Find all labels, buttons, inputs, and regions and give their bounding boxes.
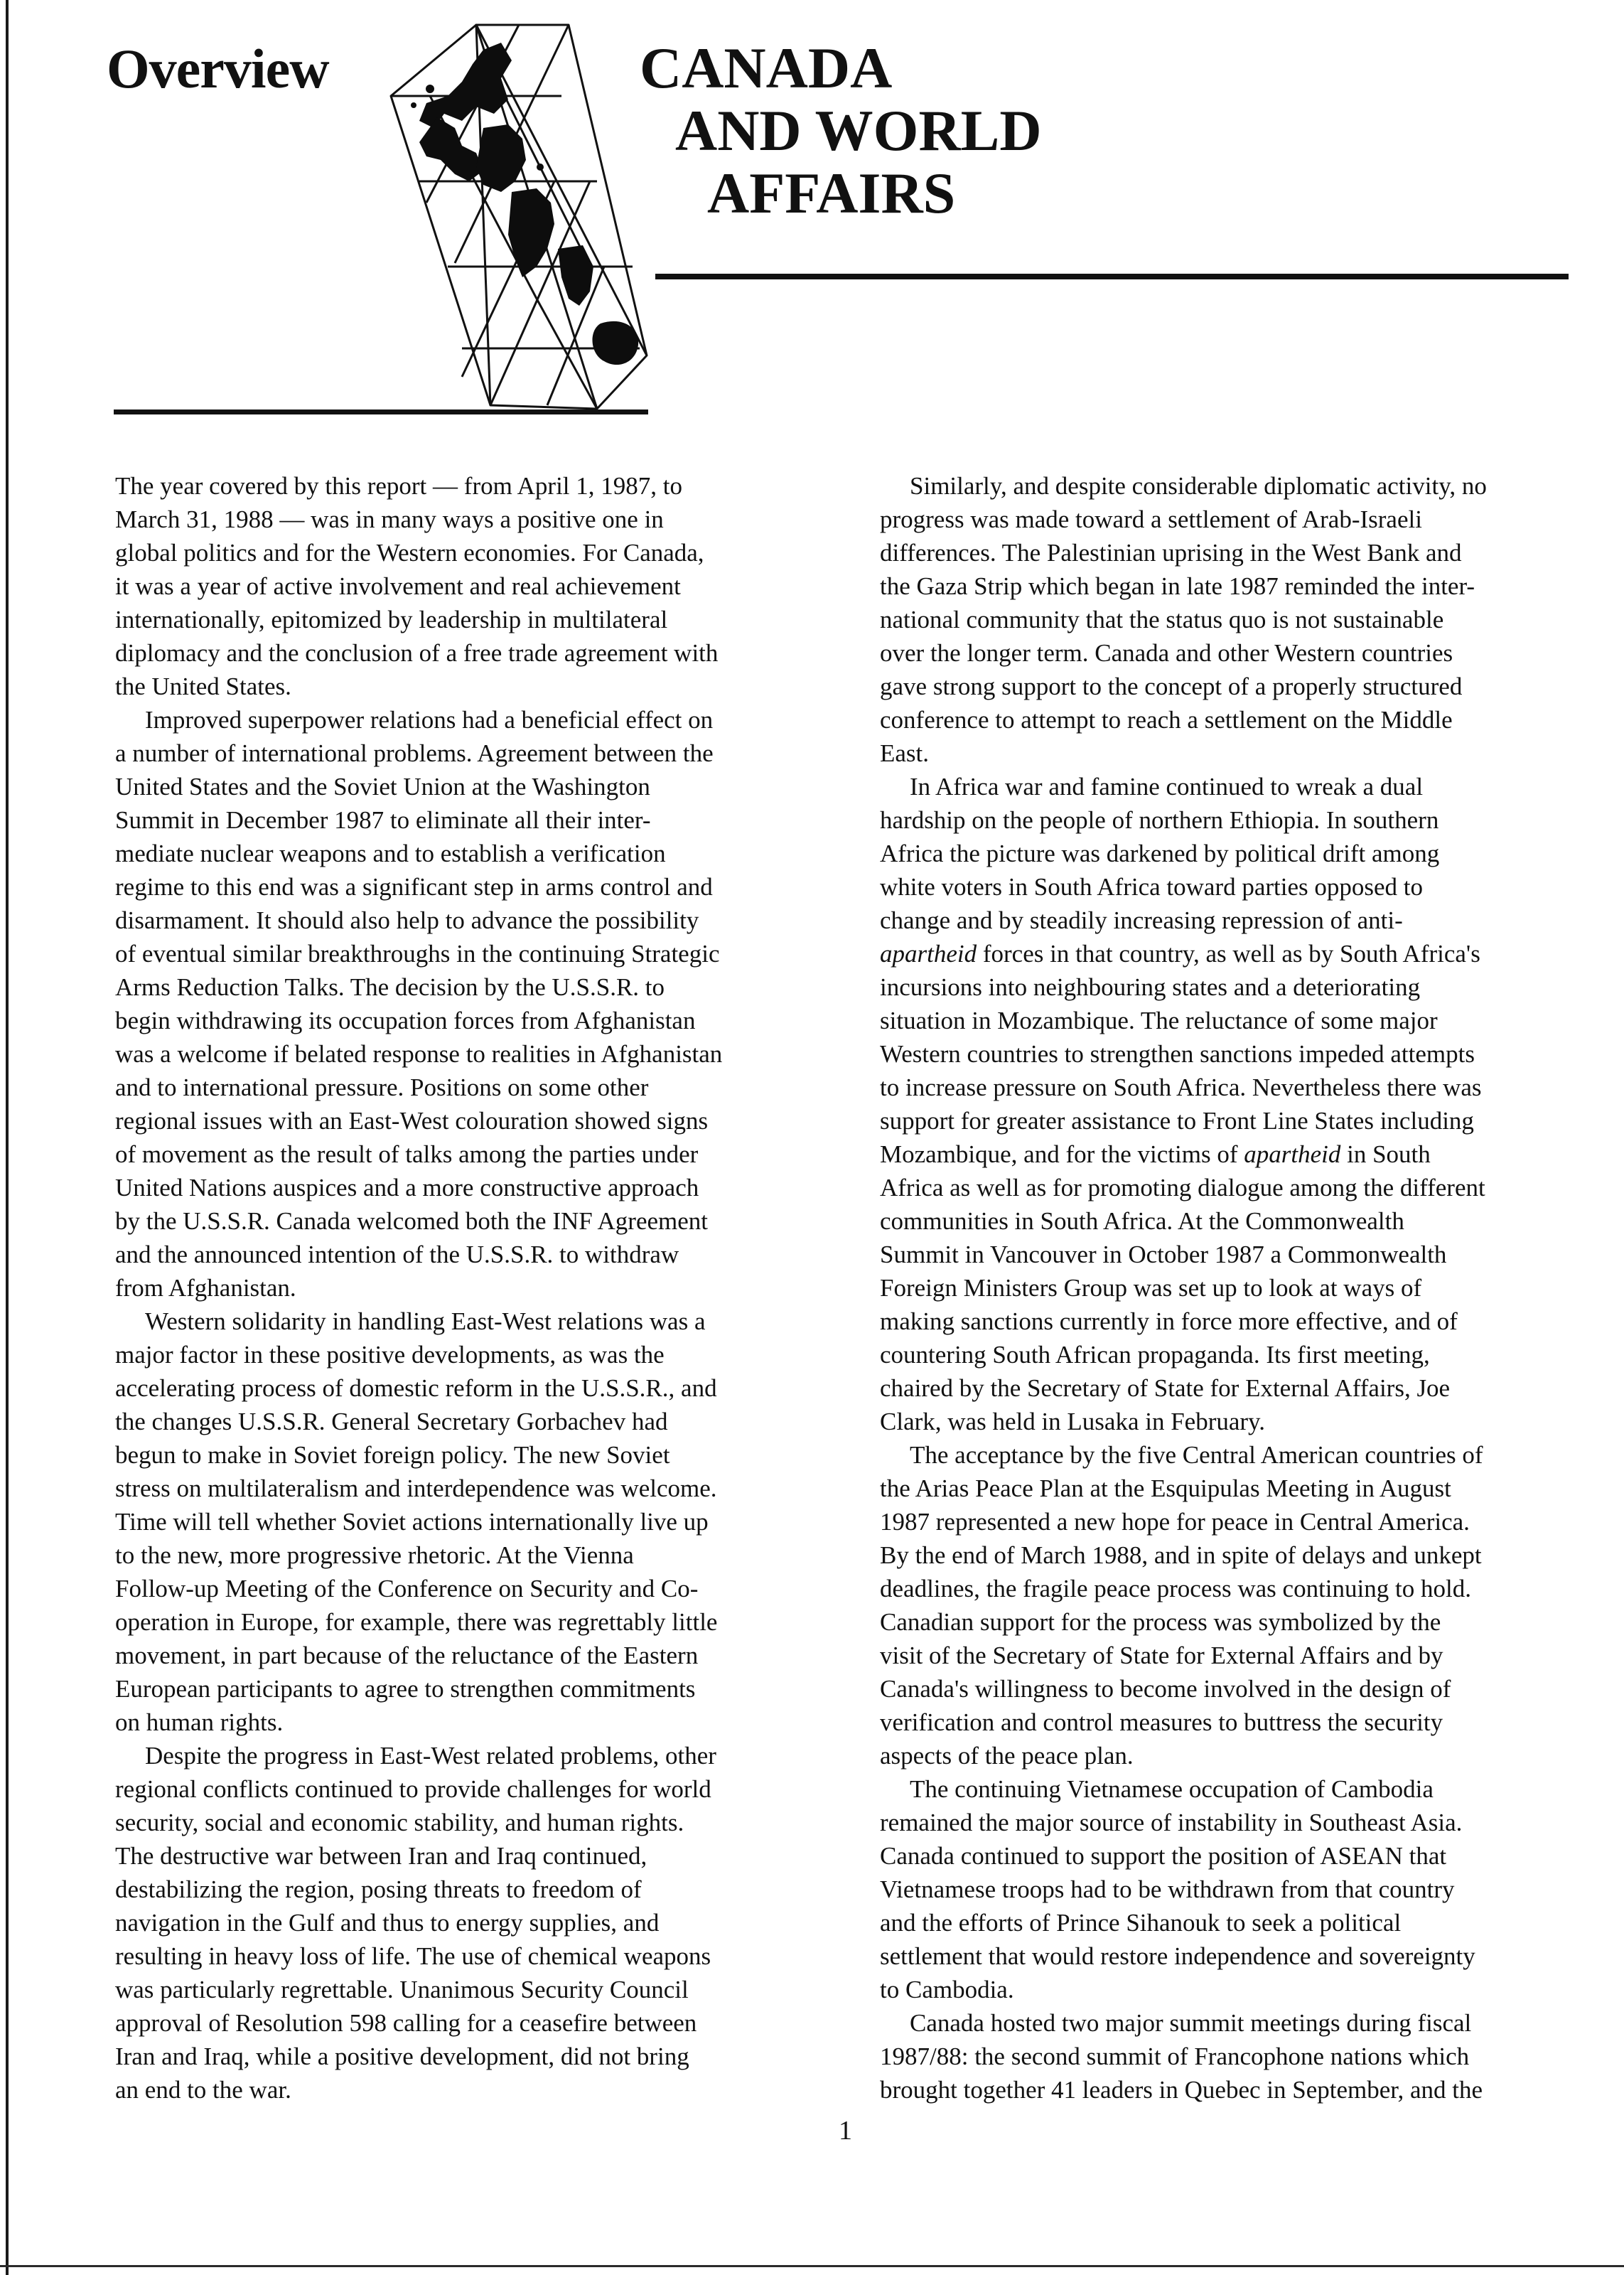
right-column <box>880 469 1591 2107</box>
text-line: countering South African propaganda. Its first meeting, <box>880 1341 1430 1369</box>
text-line: the Gaza Strip which began in late 1987 reminded the inter- <box>880 572 1475 600</box>
text-line: movement, in part because of the reluctance of the Eastern <box>115 1642 699 1669</box>
text-line: The year covered by this report — from April 1, 1987, to <box>115 472 682 500</box>
text-line: Foreign Ministers Group was set up to look at ways of <box>880 1274 1422 1302</box>
text-line: progress was made toward a settlement of Arab-Israeli <box>880 505 1422 533</box>
text-line: the United States. <box>115 673 291 700</box>
text-line: stress on multilateralism and interdependence was welcome. <box>115 1474 717 1502</box>
text-line: United States and the Soviet Union at the Washington <box>115 773 650 801</box>
continent-shapes <box>411 43 638 365</box>
text-line: Time will tell whether Soviet actions internationally live up <box>115 1508 709 1536</box>
text-line: 1987 represented a new hope for peace in Central America. <box>880 1508 1470 1536</box>
text-line: accelerating process of domestic reform in the U.S.S.R., and <box>115 1374 717 1402</box>
text-line: resulting in heavy loss of life. The use of chemical weapons <box>115 1942 711 1970</box>
header-rule-left <box>114 410 648 414</box>
text-line: from Afghanistan. <box>115 1274 296 1302</box>
text-line: Africa the picture was darkened by political drift among <box>880 840 1440 867</box>
text-line: operation in Europe, for example, there was regrettably little <box>115 1608 718 1636</box>
text-line: The continuing Vietnamese occupation of Cambodia <box>910 1775 1434 1803</box>
text-line: regime to this end was a significant step in arms control and <box>115 873 713 901</box>
text-line: to increase pressure on South Africa. Nevertheless there was <box>880 1074 1482 1101</box>
text-line: Canada hosted two major summit meetings during fiscal <box>910 2009 1472 2037</box>
text-line: regional issues with an East-West colouration showed signs <box>115 1107 709 1135</box>
text-line: destabilizing the region, posing threats to freedom of <box>115 1875 642 1903</box>
text-line: the Arias Peace Plan at the Esquipulas Meeting in August <box>880 1474 1451 1502</box>
text-line: hardship on the people of northern Ethiopia. In southern <box>880 806 1439 834</box>
paragraph <box>880 1772 1591 2006</box>
paragraph <box>115 703 826 1305</box>
text-line: of movement as the result of talks among the parties under <box>115 1140 699 1168</box>
emphasis: apartheid <box>880 940 977 968</box>
page-edge-left <box>6 0 9 2275</box>
text-line: Canadian support for the process was symbolized by the <box>880 1608 1441 1636</box>
text-line: disarmament. It should also help to advance the possibility <box>115 906 699 934</box>
text-line: to the new, more progressive rhetoric. At the Vienna <box>115 1541 634 1569</box>
text-line: an end to the war. <box>115 2076 291 2104</box>
text-line: Mozambique, and for the victims of apartheid in South <box>880 1140 1431 1168</box>
masthead-title-line-1: CANADA <box>640 36 893 100</box>
text-line: it was a year of active involvement and real achievement <box>115 572 681 600</box>
text-line: The acceptance by the five Central American countries of <box>910 1441 1483 1469</box>
text-line: support for greater assistance to Front Line States including <box>880 1107 1474 1135</box>
paragraph <box>115 469 826 703</box>
text-line: begun to make in Soviet foreign policy. The new Soviet <box>115 1441 670 1469</box>
text-line: major factor in these positive developments, as was the <box>115 1341 665 1369</box>
header-rule-right <box>655 274 1569 279</box>
left-column <box>115 469 826 2107</box>
masthead-title <box>640 37 1042 225</box>
text-line: to Cambodia. <box>880 1976 1014 2003</box>
paragraph <box>115 1739 826 2107</box>
text-line: diplomacy and the conclusion of a free trade agreement with <box>115 639 719 667</box>
page-number: 1 <box>839 2116 852 2146</box>
text-line: Follow-up Meeting of the Conference on Security and Co- <box>115 1575 699 1602</box>
text-line: communities in South Africa. At the Commonwealth <box>880 1207 1404 1235</box>
text-line: incursions into neighbouring states and a deteriorating <box>880 973 1421 1001</box>
text-line: Clark, was held in Lusaka in February. <box>880 1408 1266 1435</box>
text-line: Similarly, and despite considerable diplomatic activity, no <box>910 472 1487 500</box>
text-line: and the announced intention of the U.S.S.R. to withdraw <box>115 1241 679 1268</box>
text-line: Western countries to strengthen sanctions impeded attempts <box>880 1040 1475 1068</box>
text-line: Canada continued to support the position of ASEAN that <box>880 1842 1447 1870</box>
masthead-title-line-3: AFFAIRS <box>707 161 956 225</box>
text-line: internationally, epitomized by leadership in multilateral <box>115 606 668 633</box>
text-line: March 31, 1988 — was in many ways a positive one in <box>115 505 664 533</box>
text-line: national community that the status quo is not sustainable <box>880 606 1444 633</box>
text-line: and to international pressure. Positions on some other <box>115 1074 649 1101</box>
text-line: gave strong support to the concept of a properly structured <box>880 673 1463 700</box>
text-line: change and by steadily increasing repression of anti- <box>880 906 1403 934</box>
text-line: In Africa war and famine continued to wreak a dual <box>910 773 1424 801</box>
text-line: white voters in South Africa toward parties opposed to <box>880 873 1424 901</box>
text-line: Improved superpower relations had a beneficial effect on <box>145 706 714 734</box>
text-line: By the end of March 1988, and in spite of delays and unkept <box>880 1541 1482 1569</box>
text-line: by the U.S.S.R. Canada welcomed both the INF Agreement <box>115 1207 709 1235</box>
text-line: Canada's willingness to become involved in the design of <box>880 1675 1451 1703</box>
text-line: situation in Mozambique. The reluctance of some major <box>880 1007 1438 1034</box>
text-line: conference to attempt to reach a settlement on the Middle <box>880 706 1453 734</box>
text-line: navigation in the Gulf and thus to energy supplies, and <box>115 1909 660 1937</box>
text-line: chaired by the Secretary of State for External Affairs, Joe <box>880 1374 1451 1402</box>
paragraph <box>880 469 1591 770</box>
text-line: aspects of the peace plan. <box>880 1742 1134 1770</box>
text-line: security, social and economic stability, and human rights. <box>115 1809 684 1836</box>
text-line: settlement that would restore independence and sovereignty <box>880 1942 1475 1970</box>
text-line: a number of international problems. Agreement between the <box>115 739 714 767</box>
text-line: was a welcome if belated response to realities in Afghanistan <box>115 1040 723 1068</box>
text-line: on human rights. <box>115 1708 284 1736</box>
paragraph <box>880 2006 1591 2107</box>
text-line: visit of the Secretary of State for External Affairs and by <box>880 1642 1443 1669</box>
text-line: United Nations auspices and a more constructive approach <box>115 1174 699 1201</box>
text-line: Iran and Iraq, while a positive development, did not bring <box>115 2043 689 2070</box>
text-line: Despite the progress in East-West related problems, other <box>145 1742 716 1770</box>
text-line: deadlines, the fragile peace process was continuing to hold. <box>880 1575 1471 1602</box>
text-line: the changes U.S.S.R. General Secretary Gorbachev had <box>115 1408 668 1435</box>
emphasis: apartheid <box>1244 1140 1341 1168</box>
text-line: was particularly regrettable. Unanimous Security Council <box>115 1976 689 2003</box>
text-line: making sanctions currently in force more effective, and of <box>880 1307 1458 1335</box>
text-line: Western solidarity in handling East-West relations was a <box>145 1307 706 1335</box>
text-line: Summit in Vancouver in October 1987 a Commonwealth <box>880 1241 1447 1268</box>
page-edge-bottom <box>0 2265 1624 2267</box>
text-line: regional conflicts continued to provide challenges for world <box>115 1775 711 1803</box>
text-line: mediate nuclear weapons and to establish a verification <box>115 840 666 867</box>
text-line: Arms Reduction Talks. The decision by the U.S.S.R. to <box>115 973 665 1001</box>
text-line: apartheid forces in that country, as well as by South Africa's <box>880 940 1480 968</box>
text-line: remained the major source of instability in Southeast Asia. <box>880 1809 1463 1836</box>
paragraph <box>880 1438 1591 1772</box>
text-line: over the longer term. Canada and other Western countries <box>880 639 1453 667</box>
paragraph <box>115 1305 826 1739</box>
text-line: East. <box>880 739 930 767</box>
text-line: of eventual similar breakthroughs in the continuing Strategic <box>115 940 720 968</box>
text-line: verification and control measures to buttress the security <box>880 1708 1443 1736</box>
text-line: differences. The Palestinian uprising in the West Bank and <box>880 539 1462 567</box>
text-line: global politics and for the Western economies. For Canada, <box>115 539 704 567</box>
paragraph <box>880 770 1591 1438</box>
text-line: Africa as well as for promoting dialogue among the different <box>880 1174 1485 1201</box>
text-line: approval of Resolution 598 calling for a ceasefire between <box>115 2009 697 2037</box>
text-line: Vietnamese troops had to be withdrawn from that country <box>880 1875 1455 1903</box>
text-line: 1987/88: the second summit of Francophone nations which <box>880 2043 1470 2070</box>
text-line: begin withdrawing its occupation forces from Afghanistan <box>115 1007 696 1034</box>
text-line: The destructive war between Iran and Iraq continued, <box>115 1842 647 1870</box>
masthead-title-line-2: AND WORLD <box>675 98 1042 163</box>
section-label: Overview <box>107 38 329 100</box>
text-line: and the efforts of Prince Sihanouk to seek a political <box>880 1909 1402 1937</box>
text-line: Summit in December 1987 to eliminate all their inter- <box>115 806 651 834</box>
text-line: European participants to agree to strengthen commitments <box>115 1675 696 1703</box>
text-line: brought together 41 leaders in Quebec in September, and the <box>880 2076 1483 2104</box>
